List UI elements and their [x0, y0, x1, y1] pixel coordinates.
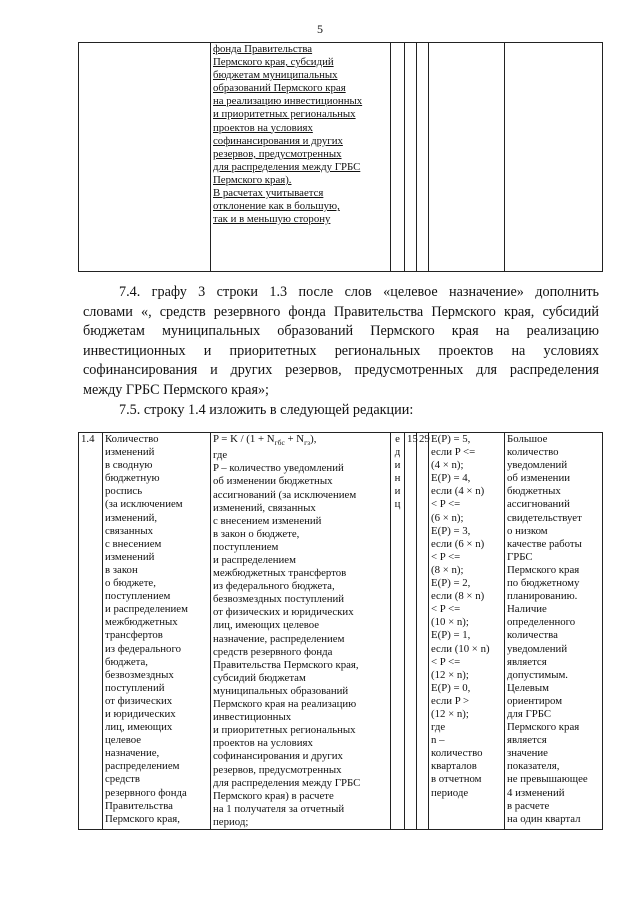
- formula-line: лиц, имеющих целевое: [213, 619, 320, 632]
- name-line: в сводную: [105, 459, 153, 472]
- formula-line: инвестиционных: [213, 711, 292, 724]
- formula-line: Пермского края) в расчете: [213, 789, 334, 802]
- formula-line: и распределением: [213, 554, 296, 566]
- formula-line: и приоритетных региональных: [213, 724, 356, 737]
- score-line: если P >: [431, 694, 470, 707]
- score-line: E(P) = 0,: [431, 681, 471, 694]
- row-number: 1.4: [81, 433, 95, 445]
- formula-line: поступлением: [213, 540, 279, 553]
- formula-line: резервов, предусмотренных: [213, 763, 342, 776]
- score-line: где: [431, 721, 446, 734]
- description-line: Пермского края).: [213, 173, 292, 186]
- name-line: бюджета,: [105, 655, 148, 668]
- unit-cell: [391, 43, 405, 272]
- paragraph-7-4-line: инвестиционных и приоритетных региональных проектов на условиях: [83, 342, 599, 359]
- formula-line: Правительства Пермского края,: [213, 658, 359, 671]
- paragraph-7-4-line: бюджетам муниципальных образований Пермского края на реализацию: [83, 323, 599, 340]
- comment-cell: [505, 43, 603, 272]
- name-line: роспись: [105, 485, 143, 498]
- formula-end: ),: [310, 433, 317, 445]
- description-line: образований Пермского края: [213, 82, 346, 95]
- formula-line: где: [213, 449, 228, 462]
- name-line: Количество: [105, 433, 159, 445]
- weight-cell-2: [417, 433, 429, 830]
- comment-line: о низком: [507, 524, 548, 537]
- formula-line: назначение, распределением: [213, 632, 345, 645]
- unit-char: н: [394, 472, 401, 485]
- description-line: софинансирования и других: [213, 134, 343, 147]
- name-line: поступлений: [105, 681, 165, 694]
- weight-cell: [417, 43, 429, 272]
- formula-line: Пермского края на реализацию: [213, 698, 357, 711]
- description-line: проектов на условиях: [213, 121, 313, 134]
- name-line: от физических: [105, 694, 173, 707]
- comment-line: количество: [507, 446, 559, 459]
- comment-line: не превышающее: [507, 773, 588, 786]
- weight-2: 29: [419, 433, 430, 445]
- name-line: трансфертов: [105, 629, 163, 642]
- row-number-cell: [79, 433, 103, 830]
- formula-mid: + N: [284, 433, 305, 445]
- score-line: < P <=: [431, 603, 461, 616]
- score-line: (6 × n);: [431, 511, 464, 524]
- page-number: 5: [317, 22, 323, 36]
- name-line: о бюджете,: [105, 577, 156, 590]
- name-cell: [79, 43, 211, 272]
- score-line: если (8 × n): [431, 590, 485, 603]
- comment-line: об изменении: [507, 472, 571, 485]
- weight-cell-1: [405, 433, 417, 830]
- unit-char: д: [394, 446, 401, 459]
- name-line: с внесением: [105, 537, 162, 550]
- name-line: поступлением: [105, 590, 171, 603]
- comment-line: Целевым: [507, 681, 549, 694]
- name-line: и распределением: [105, 603, 188, 616]
- comment-line: в расчете: [507, 799, 550, 812]
- score-line: E(P) = 1,: [431, 629, 471, 642]
- formula-line: в закон о бюджете,: [213, 527, 300, 540]
- name-line: целевое: [105, 734, 142, 747]
- description-line: В расчетах учитывается: [213, 187, 324, 200]
- description-line: и приоритетных региональных: [213, 108, 356, 121]
- formula-cell: [211, 433, 391, 830]
- name-line: (за исключением: [105, 498, 183, 511]
- formula-line: муниципальных образований: [213, 684, 349, 697]
- comment-line: Пермского края: [507, 721, 580, 734]
- score-line: E(P) = 2,: [431, 577, 471, 590]
- comment-line: значение: [507, 747, 548, 760]
- name-line: изменений: [105, 550, 155, 563]
- formula-line: межбюджетных трансфертов: [213, 567, 347, 580]
- comment-line: ассигнований: [507, 498, 570, 511]
- paragraph-7-5: [83, 401, 599, 421]
- description-line: отклонение как в большую,: [213, 200, 340, 213]
- comment-line: по бюджетному: [507, 577, 580, 590]
- comment-line: 4 изменений: [507, 786, 565, 799]
- formula-line: период;: [213, 815, 249, 828]
- name-line: лиц, имеющих: [105, 721, 173, 734]
- score-line: если (4 × n): [431, 485, 485, 498]
- score-line: n –: [431, 734, 445, 747]
- comment-line: бюджетных: [507, 485, 561, 498]
- name-line: резервного фонда: [105, 786, 187, 799]
- comment-line: уведомлений: [507, 459, 568, 472]
- description-line: так и в меньшую сторону: [213, 213, 331, 226]
- formula-line: на 1 получателя за отчетный: [213, 802, 345, 815]
- formula-line: безвозмездных поступлений: [213, 593, 345, 606]
- score-line: (12 × n);: [431, 707, 469, 720]
- paragraph-7-4-line: софинансирования и других резервов, предусмотренных для распределения: [83, 362, 599, 379]
- name-line: бюджетную: [105, 472, 160, 485]
- formula-line: для распределения между ГРБС: [213, 776, 361, 789]
- comment-line: Пермского края: [507, 563, 580, 576]
- score-line: в отчетном: [431, 773, 482, 786]
- comment-cell: [505, 433, 603, 830]
- score-line: < P <=: [431, 655, 461, 668]
- comment-line: Наличие: [507, 603, 547, 616]
- score-line: (10 × n);: [431, 616, 469, 629]
- score-line: E(P) = 5,: [431, 433, 471, 445]
- name-line: распределением: [105, 760, 180, 773]
- formula-line: субсидий бюджетам: [213, 671, 306, 684]
- bottom-table: [78, 432, 603, 830]
- name-line: назначение,: [105, 747, 160, 760]
- score-line: (12 × n);: [431, 668, 469, 681]
- paragraph-7-5-text: 7.5. строку 1.4 изложить в следующей редакции:: [119, 402, 414, 418]
- comment-line: Большое: [507, 433, 548, 445]
- description-line: фонда Правительства: [213, 43, 313, 55]
- formula-line: из федерального бюджета,: [213, 580, 335, 593]
- score-line: (8 × n);: [431, 563, 464, 576]
- formula-line: изменений, связанных: [213, 501, 316, 514]
- name-line: средств: [105, 773, 140, 786]
- description-line: на реализацию инвестиционных: [213, 95, 363, 108]
- top-table: [78, 42, 603, 272]
- name-line: межбюджетных: [105, 616, 178, 629]
- comment-line: на один квартал: [507, 812, 581, 825]
- score-line: < P <=: [431, 498, 461, 511]
- comment-line: допустимым.: [507, 668, 568, 681]
- comment-line: планированию.: [507, 590, 578, 603]
- formula-sub-gz: гз: [304, 438, 311, 448]
- paragraph-7-4: [83, 283, 599, 401]
- paragraph-7-4-line: между ГРБС Пермского края»;: [83, 381, 270, 398]
- name-line: из федерального: [105, 642, 182, 655]
- name-line: изменений,: [105, 511, 158, 524]
- name-line: в закон: [105, 563, 138, 576]
- comment-line: является: [507, 734, 547, 747]
- formula-line: средств резервного фонда: [213, 645, 333, 658]
- formula-line: P – количество уведомлений: [213, 462, 344, 475]
- formula-line: от физических и юридических: [213, 606, 354, 619]
- weight-1: 15: [407, 433, 418, 445]
- paragraph-7-4-line: словами «, средств резервного фонда Правительства Пермского края, субсидий: [83, 303, 599, 320]
- comment-line: является: [507, 655, 547, 668]
- formula-line: проектов на условиях: [213, 737, 313, 750]
- formula-line: об изменении бюджетных: [213, 475, 333, 488]
- description-cell: [211, 43, 391, 272]
- formula-main: P = K / (1 + N: [213, 433, 275, 445]
- score-cell: [429, 433, 505, 830]
- formula-line: софинансирования и других: [213, 750, 343, 763]
- score-cell: [429, 43, 505, 272]
- formula: [213, 433, 388, 449]
- score-line: если (6 × n): [431, 537, 485, 550]
- name-line: безвозмездных: [105, 668, 174, 681]
- description-line: резервов, предусмотренных: [213, 147, 342, 160]
- name-cell: [103, 433, 211, 830]
- formula-sub-gbs: гбс: [274, 438, 285, 448]
- table-row: [79, 43, 603, 272]
- comment-line: качестве работы: [507, 537, 582, 550]
- unit-char: и: [394, 485, 401, 498]
- weight-cell: [405, 43, 417, 272]
- comment-line: определенного: [507, 616, 576, 629]
- score-line: количество: [431, 747, 483, 760]
- score-line: если (10 × n): [431, 642, 490, 655]
- score-line: E(P) = 3,: [431, 524, 471, 537]
- score-line: E(P) = 4,: [431, 472, 471, 485]
- score-line: кварталов: [431, 760, 477, 773]
- score-line: если P <=: [431, 446, 476, 459]
- table-row: [79, 433, 603, 830]
- description-line: Пермского края, субсидий: [213, 56, 334, 69]
- description-line: бюджетам муниципальных: [213, 69, 338, 82]
- name-line: изменений: [105, 446, 155, 459]
- name-line: связанных: [105, 524, 153, 537]
- comment-line: количества: [507, 629, 558, 642]
- comment-line: для ГРБС: [507, 707, 552, 720]
- unit-char: и: [394, 459, 401, 472]
- comment-line: ГРБС: [507, 550, 533, 563]
- formula-line: ассигнований (за исключением: [213, 488, 357, 501]
- name-line: Правительства: [105, 799, 173, 812]
- description-line: для распределения между ГРБС: [213, 160, 361, 173]
- score-line: < P <=: [431, 550, 461, 563]
- comment-line: свидетельствует: [507, 511, 582, 524]
- comment-line: ориентиром: [507, 694, 563, 707]
- unit-cell: [391, 433, 405, 830]
- comment-line: показателя,: [507, 760, 560, 773]
- unit-char: е: [395, 433, 400, 445]
- score-line: (4 × n);: [431, 459, 464, 472]
- score-line: периоде: [431, 786, 469, 799]
- paragraph-7-4-line: 7.4. графу 3 строки 1.3 после слов «целевое назначение» дополнить: [119, 284, 599, 300]
- name-line: и юридических: [105, 707, 176, 720]
- name-line: Пермского края,: [105, 812, 180, 825]
- comment-line: уведомлений: [507, 642, 568, 655]
- formula-line: с внесением изменений: [213, 514, 322, 527]
- unit-char: ц: [394, 498, 401, 511]
